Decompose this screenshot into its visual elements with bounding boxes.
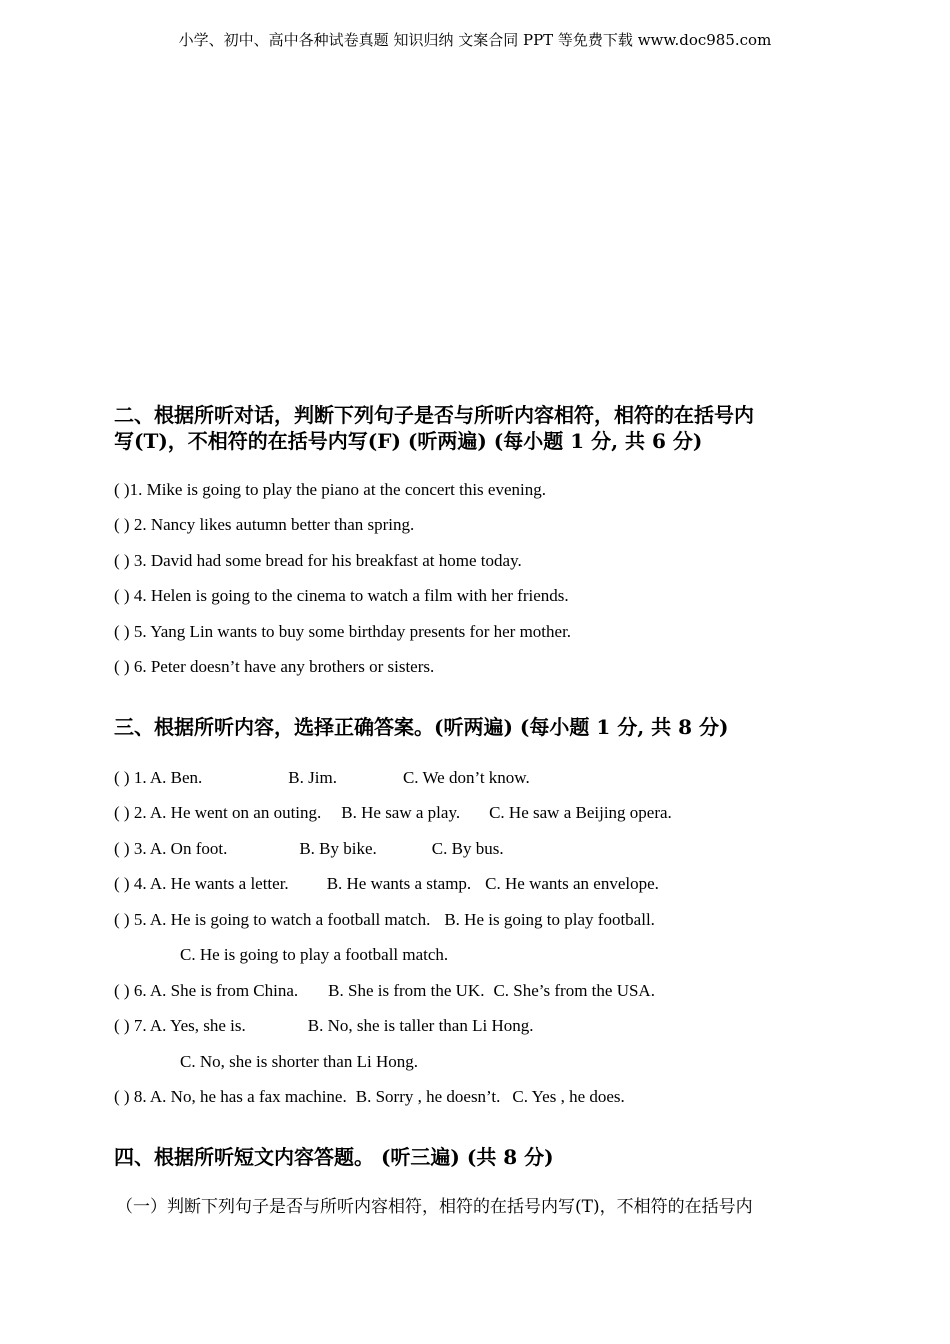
question-1-option-b: B. Jim. — [288, 768, 337, 787]
question-3-option-a: ( ) 3. A. On foot. — [114, 839, 228, 858]
question-1-option-a: ( ) 1. A. Ben. — [114, 768, 203, 787]
question-7-option-c: C. No, she is shorter than Li Hong. — [180, 1052, 418, 1071]
section-2-item-5: ( ) 5. Yang Lin wants to buy some birthday presents for her mother. — [114, 622, 572, 641]
question-7-option-b: B. No, she is taller than Li Hong. — [307, 1016, 534, 1035]
question-5-option-c: C. He is going to play a football match. — [180, 945, 449, 964]
section-3-title: 三、根据所听内容，选择正确答案。(听两遍) (每小题 1 分, 共 8 分) — [114, 715, 729, 739]
question-7-option-a: ( ) 7. A. Yes, she is. — [114, 1016, 246, 1035]
section-2-title-line-1: 二、根据所听对话，判断下列句子是否与所听内容相符，相符的在括号内 — [114, 403, 754, 427]
question-6-option-a: ( ) 6. A. She is from China. — [114, 981, 299, 1000]
question-8-option-a: ( ) 8. A. No, he has a fax machine. — [114, 1087, 347, 1106]
question-1 — [114, 767, 530, 789]
question-6-option-b: B. She is from the UK. — [328, 981, 485, 1000]
page-header: 小学、初中、高中各种试卷真题 知识归纳 文案合同 PPT 等免费下载 www.doc985.com — [178, 31, 772, 49]
question-8-option-c: C. Yes , he does. — [512, 1087, 625, 1106]
section-2-item-2: ( ) 2. Nancy likes autumn better than spring. — [114, 515, 415, 534]
question-2-option-a: ( ) 2. A. He went on an outing. — [114, 803, 322, 822]
question-3-option-b: B. By bike. — [299, 839, 377, 858]
question-5-option-a: ( ) 5. A. He is going to watch a football match. — [114, 910, 431, 929]
question-2-option-b: B. He saw a play. — [341, 803, 461, 822]
question-4-option-b: B. He wants a stamp. — [326, 874, 472, 893]
section-2-item-1: ( )1. Mike is going to play the piano at the concert this evening. — [114, 480, 546, 499]
question-3 — [114, 838, 504, 860]
question-2-option-c: C. He saw a Beijing opera. — [489, 803, 672, 822]
question-6-option-c: C. She’s from the USA. — [493, 981, 655, 1000]
question-4 — [114, 873, 659, 895]
question-5 — [114, 909, 655, 931]
section-4-instruction: （一）判断下列句子是否与所听内容相符，相符的在括号内写(T)，不相符的在括号内 — [116, 1197, 753, 1217]
question-3-option-c: C. By bus. — [431, 839, 504, 858]
question-6 — [114, 980, 655, 1002]
question-1-option-c: C. We don’t know. — [402, 768, 530, 787]
question-8 — [114, 1086, 625, 1108]
section-2-item-6: ( ) 6. Peter doesn’t have any brothers or sisters. — [114, 657, 435, 676]
section-4-title: 四、根据所听短文内容答题。 (听三遍) (共 8 分) — [114, 1145, 554, 1169]
question-4-option-c: C. He wants an envelope. — [485, 874, 659, 893]
section-2-item-4: ( ) 4. Helen is going to the cinema to watch a film with her friends. — [114, 586, 569, 605]
question-5-option-b: B. He is going to play football. — [444, 910, 655, 929]
question-2 — [114, 802, 672, 824]
section-2-item-3: ( ) 3. David had some bread for his breakfast at home today. — [114, 551, 522, 570]
section-2-title-line-2: 写(T)，不相符的在括号内写(F) (听两遍) (每小题 1 分, 共 6 分) — [114, 429, 703, 453]
question-7 — [114, 1015, 533, 1037]
question-8-option-b: B. Sorry , he doesn’t. — [355, 1087, 501, 1106]
question-4-option-a: ( ) 4. A. He wants a letter. — [114, 874, 289, 893]
